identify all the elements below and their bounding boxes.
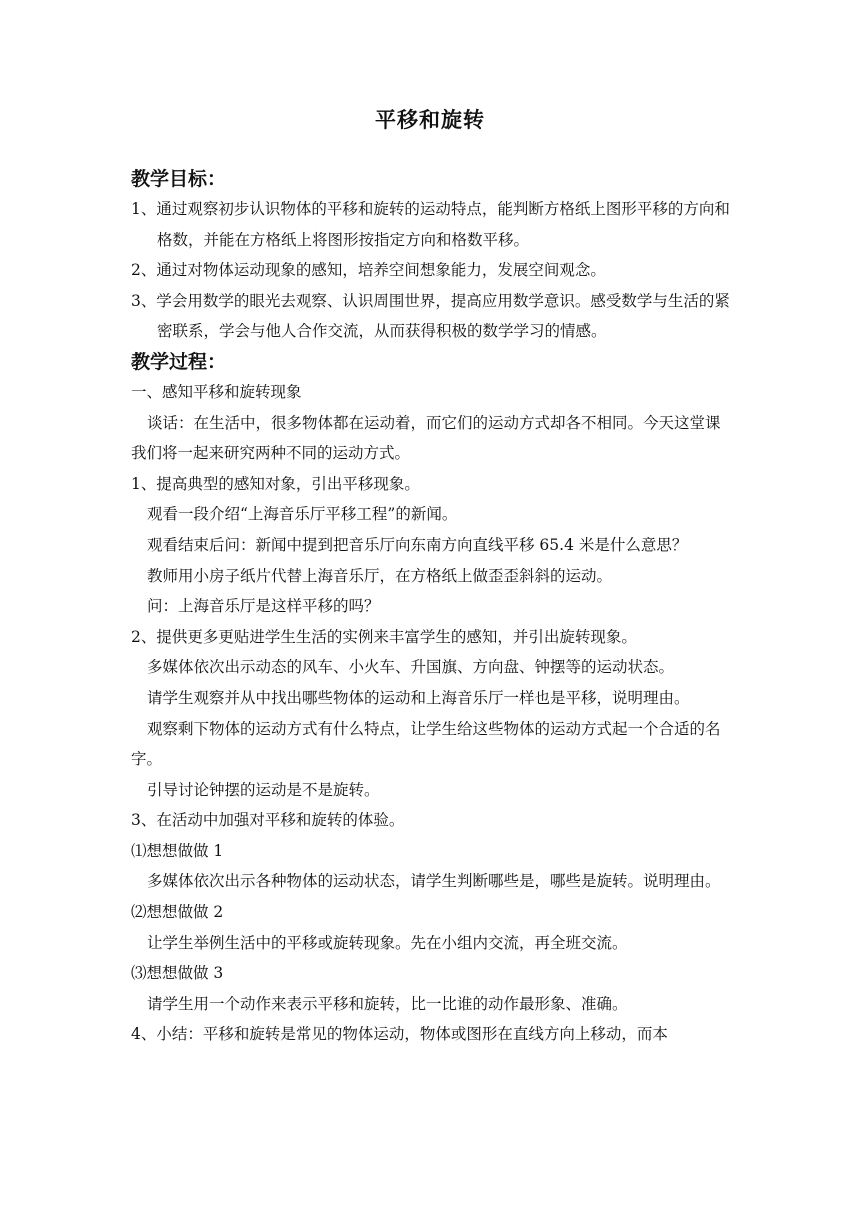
- step-2-title: 2、提供更多更贴进学生生活的实例来丰富学生的感知，并引出旋转现象。: [131, 627, 637, 646]
- step-2-paragraph-2: 请学生观察并从中找出哪些物体的运动和上海音乐厅一样也是平移，说明理由。: [147, 688, 690, 707]
- step-2-paragraph-3: 观察剩下物体的运动方式有什么特点，让学生给这些物体的运动方式起一个合适的名字。: [131, 719, 721, 769]
- sub-item-3-title: ⑶想想做做 3: [131, 964, 224, 983]
- objective-item-2: 2、通过对物体运动现象的感知，培养空间想象能力，发展空间观念。: [131, 261, 606, 280]
- sub-item-1-paragraph: 多媒体依次出示各种物体的运动状态，请学生判断哪些是，哪些是旋转。说明理由。: [147, 872, 721, 891]
- sub-item-2-paragraph: 让学生举例生活中的平移或旋转现象。先在小组内交流，再全班交流。: [147, 933, 628, 952]
- step-2-paragraph-1: 多媒体依次出示动态的风车、小火车、升国旗、方向盘、钟摆等的运动状态。: [147, 658, 675, 677]
- sub-item-2-title: ⑵想想做做 2: [131, 903, 224, 922]
- step-2-paragraph-4: 引导讨论钟摆的运动是不是旋转。: [147, 780, 380, 799]
- step-1-paragraph-1: 观看一段介绍“上海音乐厅平移工程”的新闻。: [147, 505, 458, 524]
- sub-item-1-title: ⑴想想做做 1: [131, 841, 224, 860]
- page-title: 平移和旋转: [375, 108, 485, 132]
- step-1-paragraph-4: 问：上海音乐厅是这样平移的吗？: [147, 597, 380, 616]
- process-heading: 教学过程：: [131, 350, 227, 373]
- intro-paragraph: 谈话：在生活中，很多物体都在运动着，而它们的运动方式却各不相同。今天这堂课我们将一起来研究两种不同的运动方式。: [131, 413, 721, 463]
- objective-item-1: 1、通过观察初步认识物体的平移和旋转的运动特点，能判断方格纸上图形平移的方向和格数，并能在方格纸上将图形按指定方向和格数平移。: [131, 200, 730, 249]
- step-3-title: 3、在活动中加强对平移和旋转的体验。: [131, 811, 405, 830]
- objective-item-3: 3、学会用数学的眼光去观察、认识周围世界，提高应用数学意识。感受数学与生活的紧密联系，学会与他人合作交流，从而获得积极的数学学习的情感。: [131, 291, 730, 341]
- step-4-title: 4、小结：平移和旋转是常见的物体运动，物体或图形在直线方向上移动，而本: [131, 1025, 668, 1044]
- document-body: [131, 164, 731, 1050]
- sub-item-3-paragraph: 请学生用一个动作来表示平移和旋转，比一比谁的动作最形象、准确。: [147, 994, 628, 1013]
- section-1-title: 一、感知平移和旋转现象: [131, 382, 302, 401]
- step-1-title: 1、提高典型的感知对象，引出平移现象。: [131, 474, 420, 493]
- step-1-paragraph-3: 教师用小房子纸片代替上海音乐厅，在方格纸上做歪歪斜斜的运动。: [147, 566, 613, 585]
- step-1-paragraph-2: 观看结束后问：新闻中提到把音乐厅向东南方向直线平移 65.4 米是什么意思？: [147, 535, 688, 554]
- objectives-heading: 教学目标：: [131, 168, 227, 190]
